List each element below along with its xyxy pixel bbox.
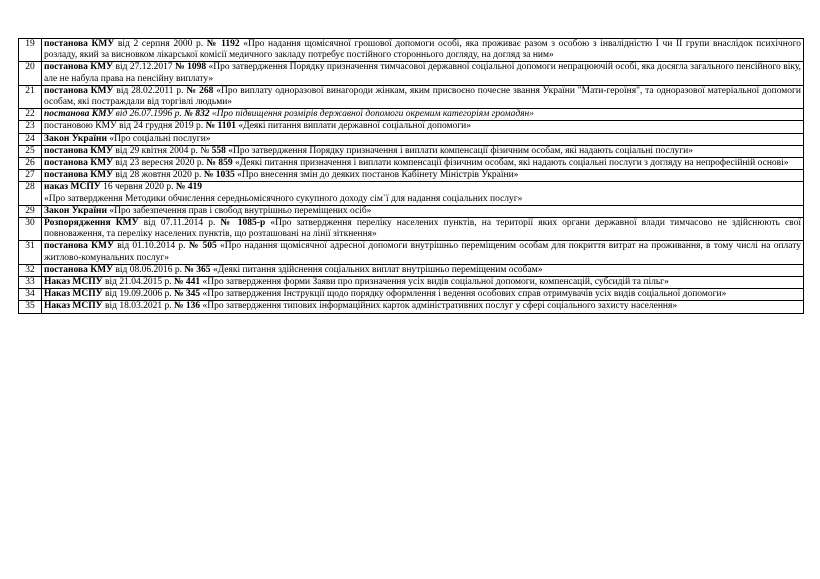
table-row	[19, 85, 804, 108]
act-reference: Розпорядження КМУ	[44, 218, 139, 229]
row-number: 19	[19, 39, 42, 62]
act-reference: Наказ МСПУ	[44, 277, 103, 288]
act-reference: постанова КМУ	[44, 109, 114, 120]
act-text: «Про затвердження переліку населених пунктів, на території яких органи державної влади тимчасово не здійснюють свої повноваження, та переліку населених пунктів, що розташовані на лінії зіткнення»	[44, 218, 801, 240]
act-description	[42, 205, 804, 217]
act-reference: № 419	[175, 182, 203, 193]
row-number: 20	[19, 62, 42, 85]
table-row	[19, 218, 804, 241]
act-reference: № 1035	[203, 170, 235, 181]
act-text: «Про надання щомісячної грошової допомоги особі, яка проживає разом з особою з інвалідністю І чи ІІ групи внаслідок психічного розладу, який за висновком лікарської комісії медичного закладу потребує постійного стороннього догляду, на догляд за ним»	[44, 39, 801, 61]
act-description	[42, 39, 804, 62]
act-description	[42, 301, 804, 313]
act-text: від 27.12.2017	[113, 62, 176, 73]
row-number: 28	[19, 182, 42, 205]
act-text: «Про надання щомісячної адресної допомоги внутрішньо переміщеним особам для покриття витрат на проживання, в тому числі на оплату житлово-комунальних послуг»	[44, 241, 802, 263]
act-text: від 19.09.2006 р.	[102, 289, 174, 300]
legal-acts-table-body	[19, 39, 804, 314]
act-text: «Про затвердження Порядку призначення тимчасової державної соціальної допомоги непрацюючій особі, яка досягла загального пенсійного віку, але не набула права на пенсійну виплату»	[44, 62, 801, 84]
act-reference: Закон України	[44, 205, 107, 216]
act-description	[42, 145, 804, 157]
table-row	[19, 39, 804, 62]
act-reference: № 136	[173, 301, 201, 312]
row-number: 33	[19, 277, 42, 289]
act-text: від 18.03.2021 р.	[102, 301, 174, 312]
act-description	[42, 289, 804, 301]
act-text: від 07.11.2014 р.	[138, 218, 221, 229]
legal-acts-table	[18, 38, 804, 314]
act-text: «Про затвердження Порядку призначення і виплати компенсації фізичним особам, які надають соціальні послуги»	[225, 145, 693, 156]
act-reference: 558	[211, 145, 226, 156]
act-text: «Про затвердження форми Заяви про призначення усіх видів соціальної допомоги, компенсацій, субсидій та пільг»	[200, 277, 669, 288]
act-text: «Про підвищення розмірів державної допомоги окремим категоріям громадян»	[209, 109, 535, 120]
act-description	[42, 277, 804, 289]
act-reference: № 365	[184, 264, 211, 275]
table-row	[19, 264, 804, 276]
act-text: «Про внесення змін до деяких постанов Кабінету Міністрів України»	[234, 170, 519, 181]
row-number: 34	[19, 289, 42, 301]
act-text: від 2 серпня 2000 р.	[114, 39, 207, 49]
row-number: 29	[19, 205, 42, 217]
table-row	[19, 158, 804, 170]
act-text: від 26.07.1996 р.	[113, 109, 185, 120]
act-reference: № 505	[188, 241, 217, 252]
act-description	[42, 158, 804, 170]
act-text: від 29 квітня 2004 р. №	[113, 145, 212, 156]
act-text: від 28 жовтня 2020 р.	[113, 170, 204, 181]
act-reference: постанова КМУ	[44, 264, 114, 275]
act-description	[42, 133, 804, 145]
act-reference: постанова КМУ	[44, 145, 114, 156]
row-number: 26	[19, 158, 42, 170]
table-row	[19, 277, 804, 289]
act-reference: № 1085-р	[220, 218, 266, 229]
row-number: 35	[19, 301, 42, 313]
table-row	[19, 133, 804, 145]
act-text: постановою КМУ від 24 грудня 2019 р.	[44, 121, 206, 132]
row-number: 31	[19, 241, 42, 264]
act-reference: постанова КМУ	[44, 158, 114, 169]
act-reference: постанова КМУ	[44, 241, 114, 252]
act-reference: № 859	[206, 158, 233, 169]
act-reference: № 832	[184, 109, 210, 120]
act-description	[42, 170, 804, 182]
act-text: «Про затвердження Інструкції щодо порядку оформлення і ведення особових справ отримувачів усіх видів соціальної допомоги»	[200, 289, 727, 300]
act-description	[42, 62, 804, 85]
act-text: «Деякі питання призначення і виплати компенсації фізичним особам, які надають соціальні послуги з догляду на непрофесійній основі»	[232, 158, 789, 169]
row-number: 23	[19, 121, 42, 133]
act-reference: № 441	[173, 277, 201, 288]
act-reference: № 1098	[175, 62, 207, 73]
act-reference: постанова КМУ	[44, 62, 114, 73]
act-description	[42, 121, 804, 133]
act-description	[42, 85, 804, 108]
table-row	[19, 170, 804, 182]
act-reference: № 1192	[206, 39, 240, 49]
table-row	[19, 109, 804, 121]
row-number: 27	[19, 170, 42, 182]
table-row	[19, 62, 804, 85]
act-reference: постанова КМУ	[44, 39, 115, 49]
row-number: 24	[19, 133, 42, 145]
act-reference: № 268	[186, 85, 214, 96]
act-description	[42, 264, 804, 276]
act-text: «Про виплату одноразової винагороди жінкам, яким присвоєно почесне звання України "Мати-героїня", та одноразової матеріальної допомоги особам, які постраждали від торгівлі людьми»	[44, 85, 802, 108]
act-reference: № 345	[173, 289, 201, 300]
act-text: «Деякі питання здійснення соціальних виплат внутрішньо переміщеним особам»	[210, 264, 543, 275]
act-text: «Про затвердження Методики обчислення середньомісячного сукупного доходу сім`ї для надання соціальних послуг»	[44, 193, 523, 204]
act-reference: Наказ МСПУ	[44, 289, 103, 300]
table-row	[19, 205, 804, 217]
act-text: від 08.06.2016 р.	[113, 264, 185, 275]
table-row	[19, 289, 804, 301]
table-row	[19, 145, 804, 157]
row-number: 22	[19, 109, 42, 121]
act-description	[42, 241, 804, 264]
act-description	[42, 218, 804, 241]
act-reference: № 1101	[205, 121, 236, 132]
act-reference: Наказ МСПУ	[44, 301, 103, 312]
act-text: 16 червня 2020 р.	[100, 182, 176, 193]
table-row	[19, 121, 804, 133]
act-text: від 01.10.2014 р.	[113, 241, 189, 252]
row-number: 21	[19, 85, 42, 108]
table-row	[19, 241, 804, 264]
table-row	[19, 301, 804, 313]
act-text: від 23 вересня 2020 р.	[113, 158, 207, 169]
act-text: «Про затвердження типових інформаційних карток адміністративних послуг у сфері соціального захисту населення»	[200, 301, 678, 312]
act-text: від 21.04.2015 р.	[102, 277, 174, 288]
row-number: 25	[19, 145, 42, 157]
act-reference: постанова КМУ	[44, 170, 114, 181]
act-description	[42, 109, 804, 121]
table-row	[19, 182, 804, 205]
row-number: 32	[19, 264, 42, 276]
row-number: 30	[19, 218, 42, 241]
act-text: «Про соціальні послуги»	[107, 133, 211, 144]
act-text: «Деякі питання виплати державної соціальної допомоги»	[235, 121, 472, 132]
act-reference: постанова КМУ	[44, 85, 114, 96]
act-description	[42, 182, 804, 205]
act-text: «Про забезпечення прав і свобод внутрішньо переміщених осіб»	[107, 205, 372, 216]
act-reference: наказ МСПУ	[44, 182, 101, 193]
act-text: від 28.02.2011 р.	[113, 85, 187, 96]
act-reference: Закон України	[44, 133, 107, 144]
